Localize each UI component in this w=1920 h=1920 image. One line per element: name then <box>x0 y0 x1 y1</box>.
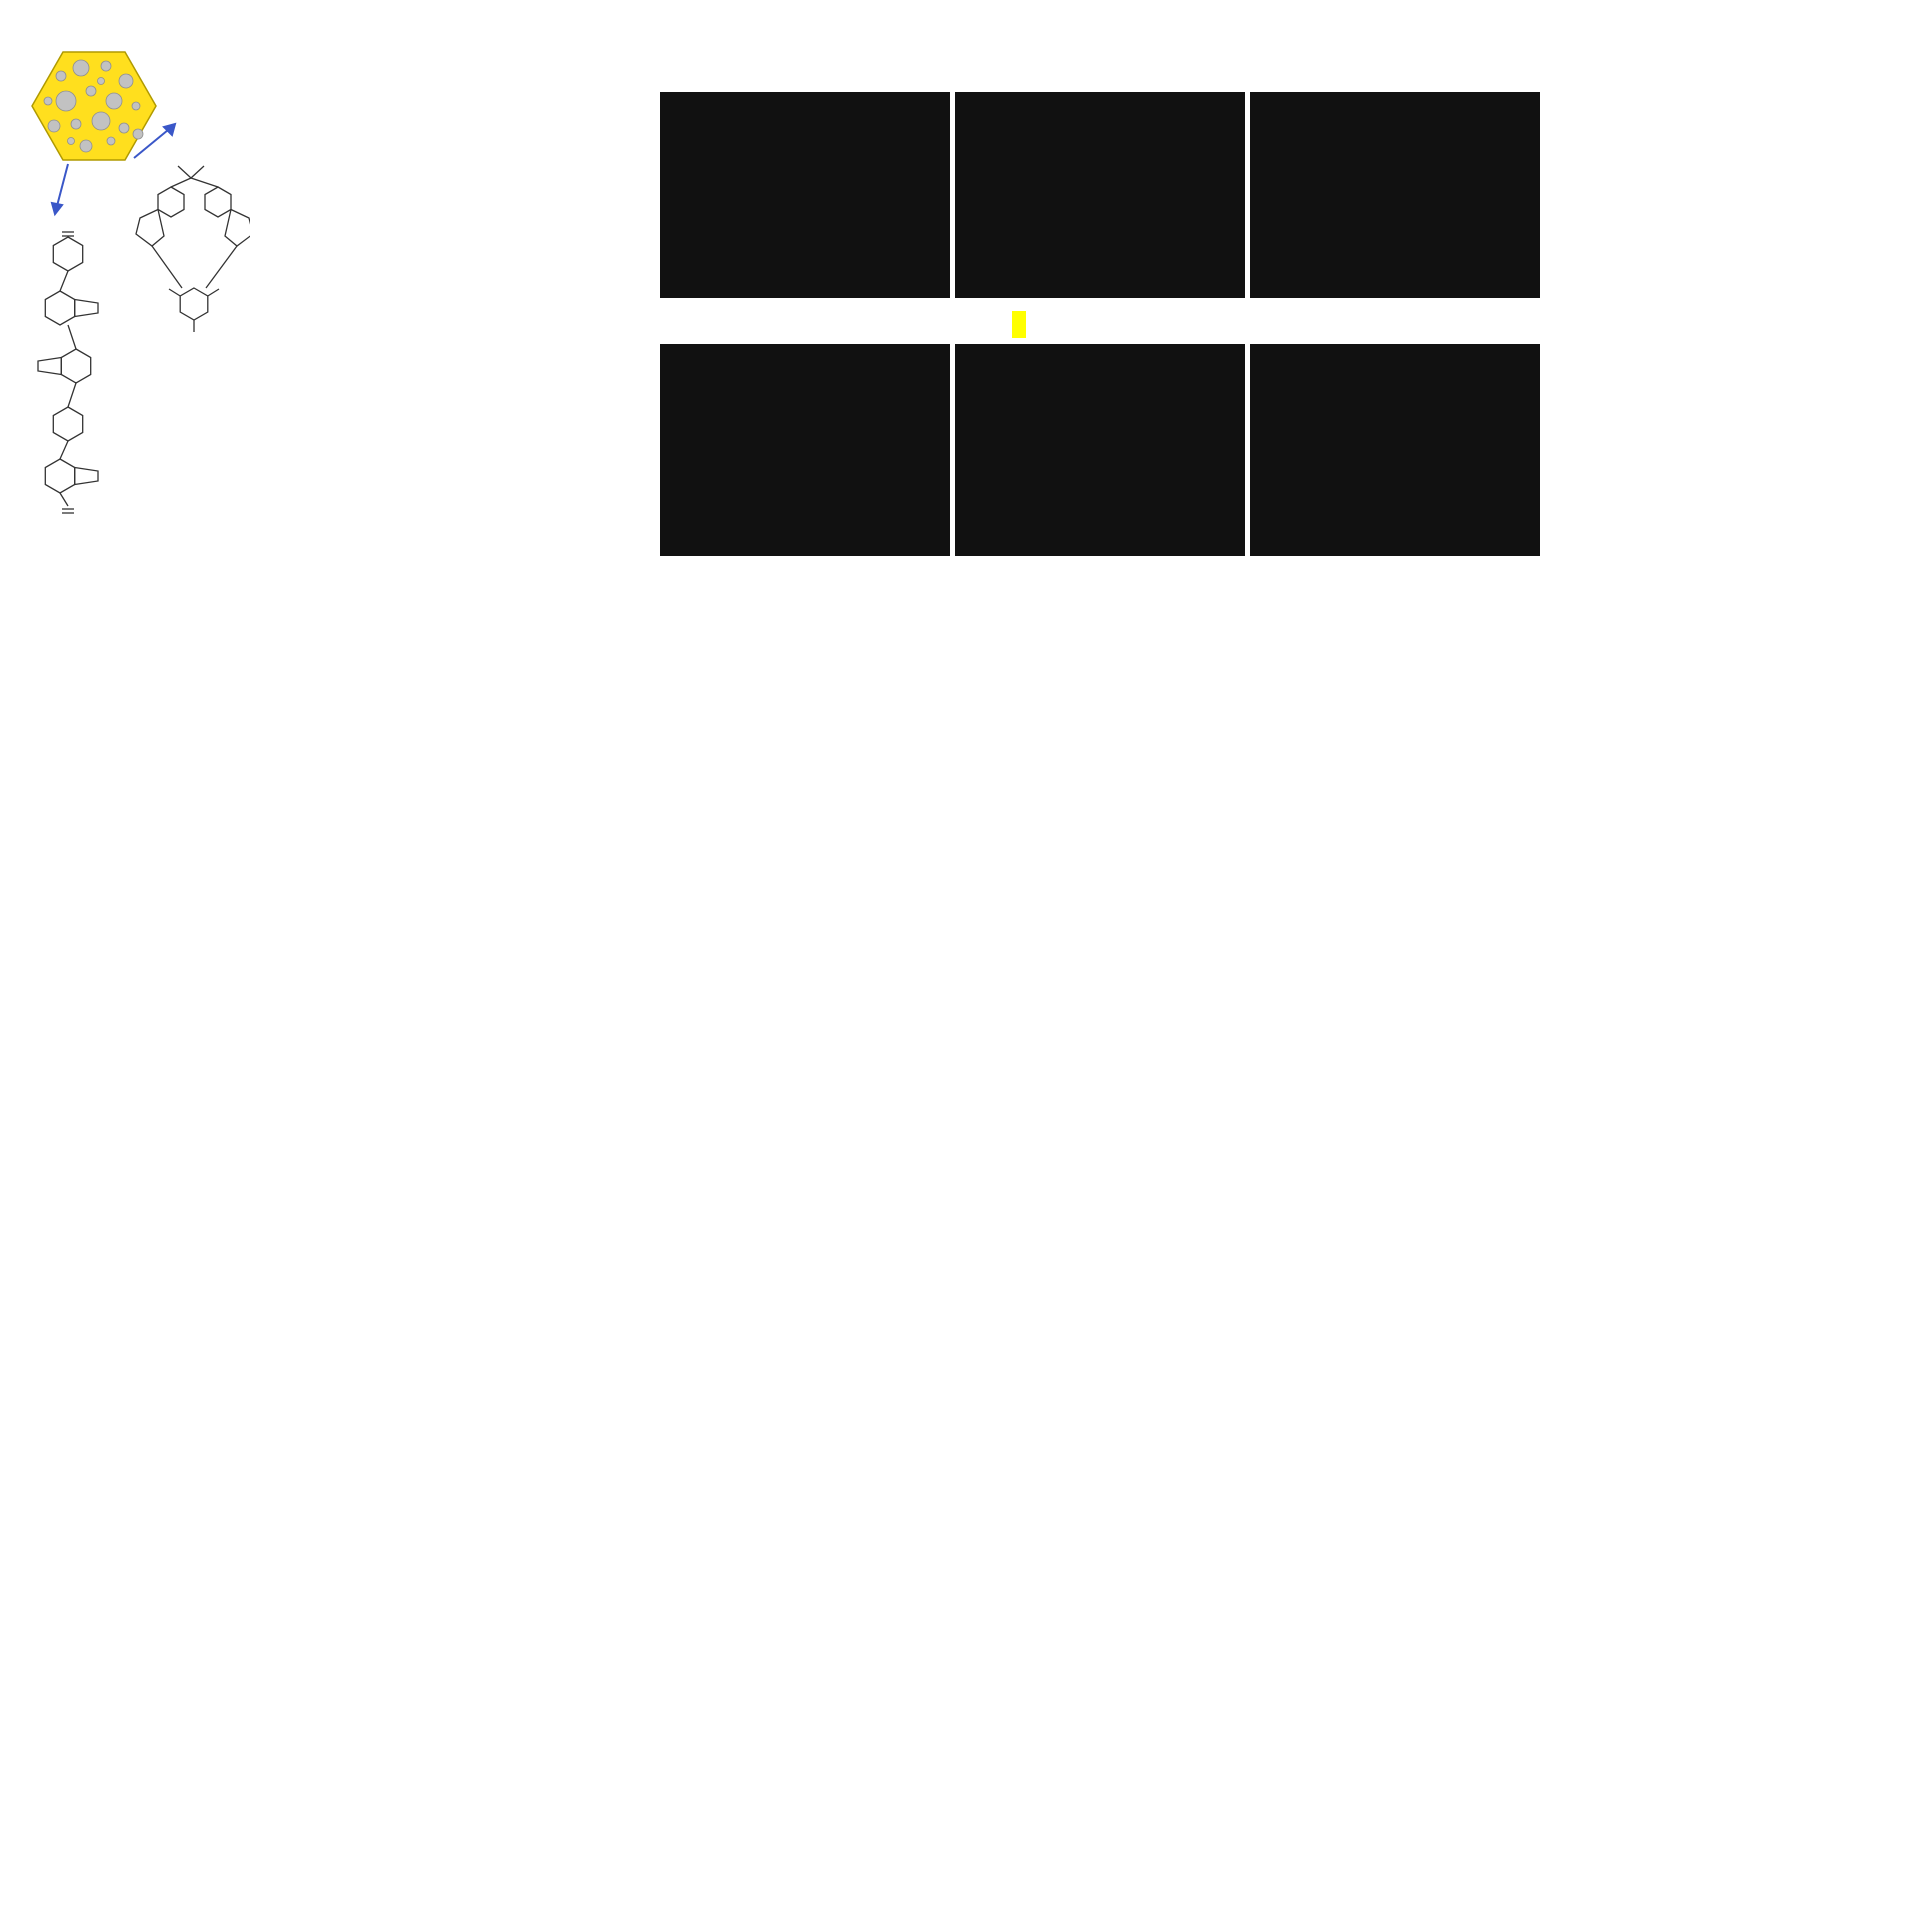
legend-item-fluorine <box>566 388 670 403</box>
eds-map-nitrogen <box>1250 344 1540 556</box>
permeation-time-chart <box>518 1492 1124 1916</box>
dtg-chart <box>30 715 342 1075</box>
eds-map-oxygen <box>955 344 1245 556</box>
co2-c2h6-selectivity-chart <box>1545 1085 1875 1485</box>
permeability-35c-chart <box>1185 715 1545 1075</box>
h2co2-selectivity-maxwell-chart <box>402 1085 798 1485</box>
fda-structure <box>136 166 250 332</box>
tga-chart <box>368 715 668 1075</box>
h2-permeability-maxwell-chart <box>18 1085 410 1485</box>
legend-item-nitrogen <box>566 438 670 453</box>
eds-title <box>1012 312 1026 337</box>
arrow-to-pbi-icon <box>52 164 68 214</box>
eds-map-fluorine <box>660 344 950 556</box>
ffv-chart <box>790 715 1180 1075</box>
co2-sorption-chart <box>1158 1085 1542 1485</box>
permeability-150c-chart <box>1548 715 1916 1075</box>
results-table <box>1100 1502 1852 1890</box>
co2-solubility-chart <box>788 1085 1180 1485</box>
legend-item-oxygen <box>566 413 670 428</box>
pbi-structure <box>38 232 98 513</box>
dsc-chart <box>252 18 570 310</box>
eds-legend <box>566 388 670 463</box>
sem-image-x20 <box>660 92 950 298</box>
mixed-gas-pressure-chart <box>28 1492 518 1916</box>
sem-image-x40 <box>1250 92 1540 298</box>
xrd-chart <box>252 312 570 594</box>
membrane-schematic <box>6 6 250 580</box>
sem-image-x30 <box>955 92 1245 298</box>
